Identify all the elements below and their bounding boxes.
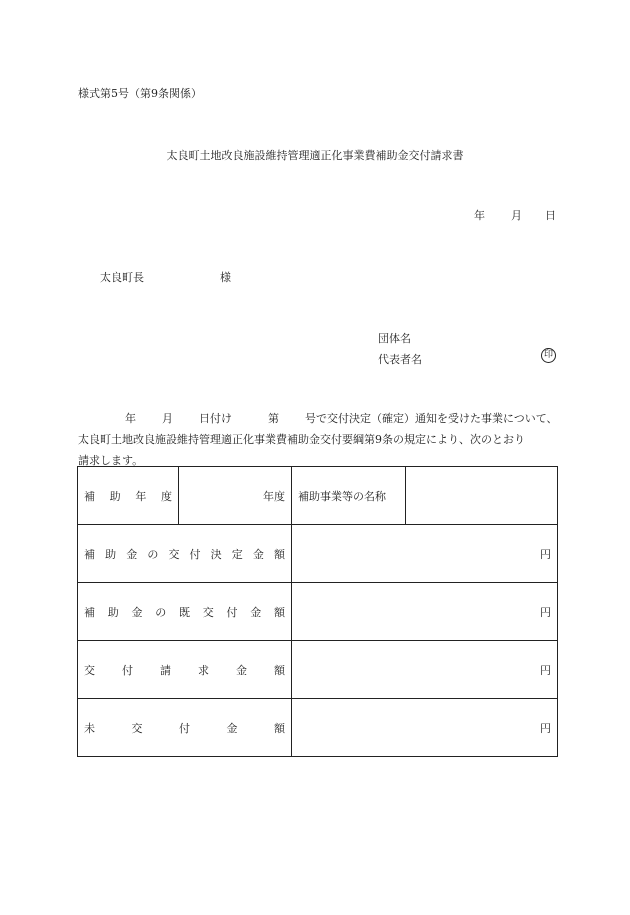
unpaid-amount-label-cell [78,699,292,757]
addressee-name: 太良町長 [100,271,144,284]
body-line-2: 太良町土地改良施設維持管理適正化事業費補助金交付要綱第9条の規定により、次のとおり [78,433,525,446]
body-month: 月 [162,412,173,425]
label-char: 交 [131,721,143,735]
table-row [78,699,558,757]
decided-amount-unit: 円 [540,547,551,561]
table-row [78,583,558,641]
addressee-honorific: 様 [220,271,231,284]
label-char: 交 [84,663,95,677]
decided-amount-value-cell[interactable] [292,525,558,583]
requested-amount-label [84,662,285,678]
label-char: 助 [105,547,117,561]
label-char: の [147,547,159,561]
label-char: 度 [160,489,172,503]
label-char: 額 [274,605,285,619]
label-char: 付 [179,721,190,735]
seal-mark-icon: 印 [541,348,556,363]
document-title: 太良町土地改良施設維持管理適正化事業費補助金交付請求書 [166,149,464,162]
label-char: 定 [231,547,243,561]
table-row [78,467,558,525]
unpaid-amount-label [84,720,285,736]
label-char: 既 [179,605,190,619]
year-suffix: 年度 [263,489,285,503]
label-char: 求 [198,663,209,677]
decided-amount-label [84,546,285,562]
paid-amount-value-cell[interactable] [292,583,558,641]
label-char: 補 [84,547,95,561]
label-char: 額 [274,663,285,677]
date-year-label: 年 [474,209,485,222]
form-number: 様式第5号（第9条関係） [78,87,202,100]
label-char: 金 [131,605,143,619]
label-char: 交 [202,605,214,619]
label-char: 付 [189,547,201,561]
organization-name-label: 団体名 [378,332,411,345]
label-char: 交 [168,547,180,561]
project-name-label-cell [292,467,406,525]
body-year: 年 [125,412,136,425]
subsidy-year-value-cell[interactable] [179,467,292,525]
label-char: 額 [274,721,285,735]
label-char: 助 [109,489,121,503]
paid-amount-label [84,604,285,620]
label-char: 請 [160,663,171,677]
label-char: 金 [252,547,264,561]
requested-amount-label-cell [78,641,292,699]
representative-name-label: 代表者名 [378,353,422,366]
label-char: 補 [84,489,95,503]
label-char: 金 [226,721,238,735]
project-name-value-cell[interactable] [406,467,558,525]
requested-amount-value-cell[interactable] [292,641,558,699]
label-char: 未 [84,721,95,735]
body-number-suffix: 号で交付決定（確定）通知を受けた事業について、 [305,412,558,425]
label-char: 金 [236,663,247,677]
label-char: 付 [226,605,238,619]
label-char: 付 [122,663,133,677]
requested-amount-unit: 円 [540,663,551,677]
label-char: 額 [273,547,285,561]
label-char: 年 [135,489,147,503]
label-char: 助 [107,605,119,619]
label-char: 補 [84,605,95,619]
date-month-label: 月 [511,209,522,222]
body-line-3: 請求します。 [78,454,144,467]
paid-amount-label-cell [78,583,292,641]
table-row [78,641,558,699]
label-char: 金 [250,605,262,619]
subsidy-year-label [84,488,172,504]
claim-table [77,466,558,757]
date-day-label: 日 [545,209,556,222]
body-day-dated: 日付け [199,412,232,425]
table-row [78,525,558,583]
paid-amount-unit: 円 [540,605,551,619]
project-name-label: 補助事業等の名称 [298,489,386,503]
subsidy-year-label-cell [78,467,179,525]
decided-amount-label-cell [78,525,292,583]
unpaid-amount-value-cell[interactable] [292,699,558,757]
unpaid-amount-unit: 円 [540,721,551,735]
label-char: 金 [126,547,138,561]
label-char: の [155,605,167,619]
body-number-prefix: 第 [268,412,279,425]
label-char: 決 [210,547,222,561]
